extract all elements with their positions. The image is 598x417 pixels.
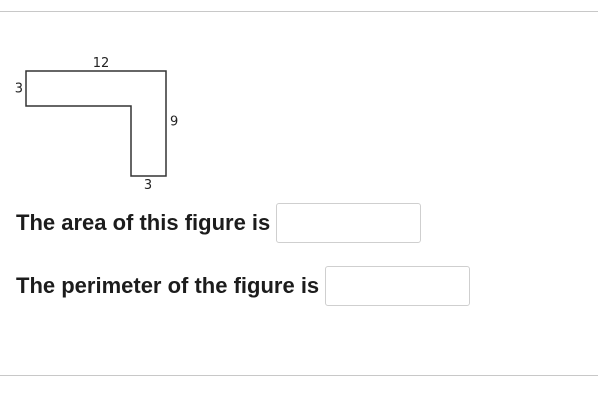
perimeter-prompt: The perimeter of the figure is (16, 273, 320, 298)
l-shape-outline (26, 71, 166, 176)
left-dimension-label: 3 (14, 81, 23, 97)
area-question (16, 203, 421, 243)
top-dimension-label: 12 (92, 56, 110, 71)
l-shape-figure (0, 0, 200, 200)
area-prompt: The area of this figure is (16, 210, 271, 235)
area-answer-input[interactable] (276, 203, 421, 243)
perimeter-question (16, 266, 470, 306)
right-dimension-label: 9 (170, 114, 179, 130)
perimeter-answer-input[interactable] (325, 266, 470, 306)
bottom-divider (0, 375, 598, 376)
bottom-dimension-label: 3 (143, 178, 153, 193)
